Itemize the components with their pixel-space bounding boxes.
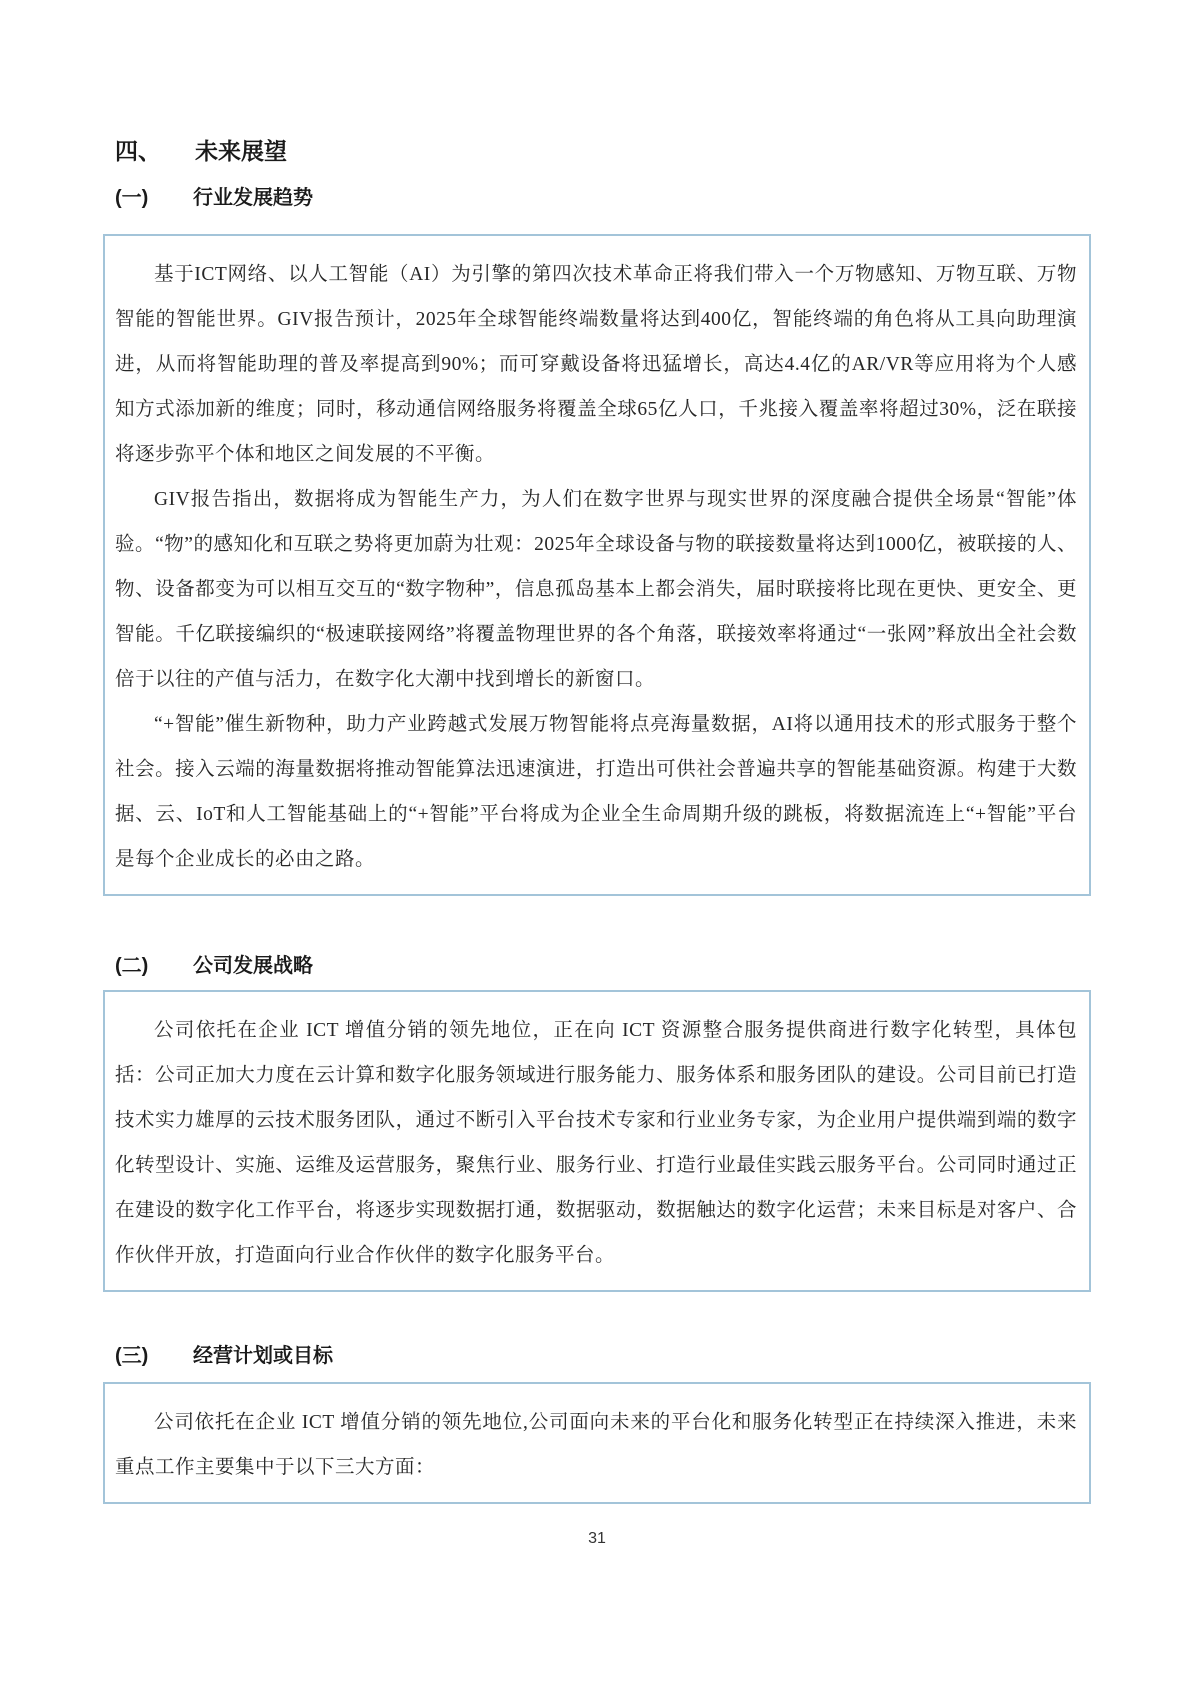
paragraph: 公司依托在企业 ICT 增值分销的领先地位，正在向 ICT 资源整合服务提供商进行数字化转型，具体包括：公司正加大力度在云计算和数字化服务领域进行服务能力、服务体系和服务团队的建设。公司目前已打造技术实力雄厚的云技术服务团队，通过不断引入平台技术专家和行业业务专家，为企业用户提供端到端的数字化转型设计、实施、运维及运营服务，聚焦行业、服务行业、打造行业最佳实践云服务平台。公司同时通过正在建设的数字化工作平台，将逐步实现数据打通，数据驱动，数据触达的数字化运营；未来目标是对客户、合作伙伴开放，打造面向行业合作伙伴的数字化服务平台。 <box>115 1020 1077 1266</box>
subsection-heading-business-plan <box>115 1344 1091 1368</box>
paragraph: 公司依托在企业 ICT 增值分销的领先地位,公司面向未来的平台化和服务化转型正在持续深入推进，未来重点工作主要集中于以下三大方面： <box>115 1412 1077 1478</box>
subsection-title: 公司发展战略 <box>193 955 313 977</box>
subsection-number: (一) <box>115 187 149 209</box>
section-number: 四、 <box>115 138 161 164</box>
paragraph: “+智能”催生新物种，助力产业跨越式发展万物智能将点亮海量数据，AI将以通用技术的形式服务于整个社会。接入云端的海量数据将推动智能算法迅速演进，打造出可供社会普遍共享的智能基础资源。构建于大数据、云、IoT和人工智能基础上的“+智能”平台将成为企业全生命周期升级的跳板，将数据流连上“+智能”平台是每个企业成长的必由之路。 <box>115 714 1077 870</box>
industry-trends-text-box <box>103 234 1091 896</box>
page-number: 31 <box>588 1530 606 1547</box>
page-content <box>103 0 1091 1548</box>
paragraph: 基于ICT网络、以人工智能（AI）为引擎的第四次技术革命正将我们带入一个万物感知、万物互联、万物智能的智能世界。GIV报告预计，2025年全球智能终端数量将达到400亿，智能终端的角色将从工具向助理演进，从而将智能助理的普及率提高到90%；而可穿戴设备将迅猛增长，高达4.4亿的AR/VR等应用将为个人感知方式添加新的维度；同时，移动通信网络服务将覆盖全球65亿人口，千兆接入覆盖率将超过30%，泛在联接将逐步弥平个体和地区之间发展的不平衡。 <box>115 264 1077 465</box>
section-title: 未来展望 <box>195 138 287 164</box>
subsection-heading-industry-trends <box>115 186 1091 210</box>
subsection-title: 经营计划或目标 <box>193 1345 333 1367</box>
subsection-number: (二) <box>115 955 149 977</box>
subsection-number: (三) <box>115 1345 149 1367</box>
subsection-title: 行业发展趋势 <box>193 187 313 209</box>
business-plan-text-box <box>103 1382 1091 1504</box>
section-heading <box>115 138 1091 164</box>
subsection-heading-company-strategy <box>115 954 1091 978</box>
company-strategy-text-box <box>103 990 1091 1292</box>
paragraph: GIV报告指出，数据将成为智能生产力，为人们在数字世界与现实世界的深度融合提供全场景“智能”体验。“物”的感知化和互联之势将更加蔚为壮观：2025年全球设备与物的联接数量将达到1000亿，被联接的人、物、设备都变为可以相互交互的“数字物种”，信息孤岛基本上都会消失，届时联接将比现在更快、更安全、更智能。千亿联接编织的“极速联接网络”将覆盖物理世界的各个角落，联接效率将通过“一张网”释放出全社会数倍于以往的产值与活力，在数字化大潮中找到增长的新窗口。 <box>115 489 1077 690</box>
